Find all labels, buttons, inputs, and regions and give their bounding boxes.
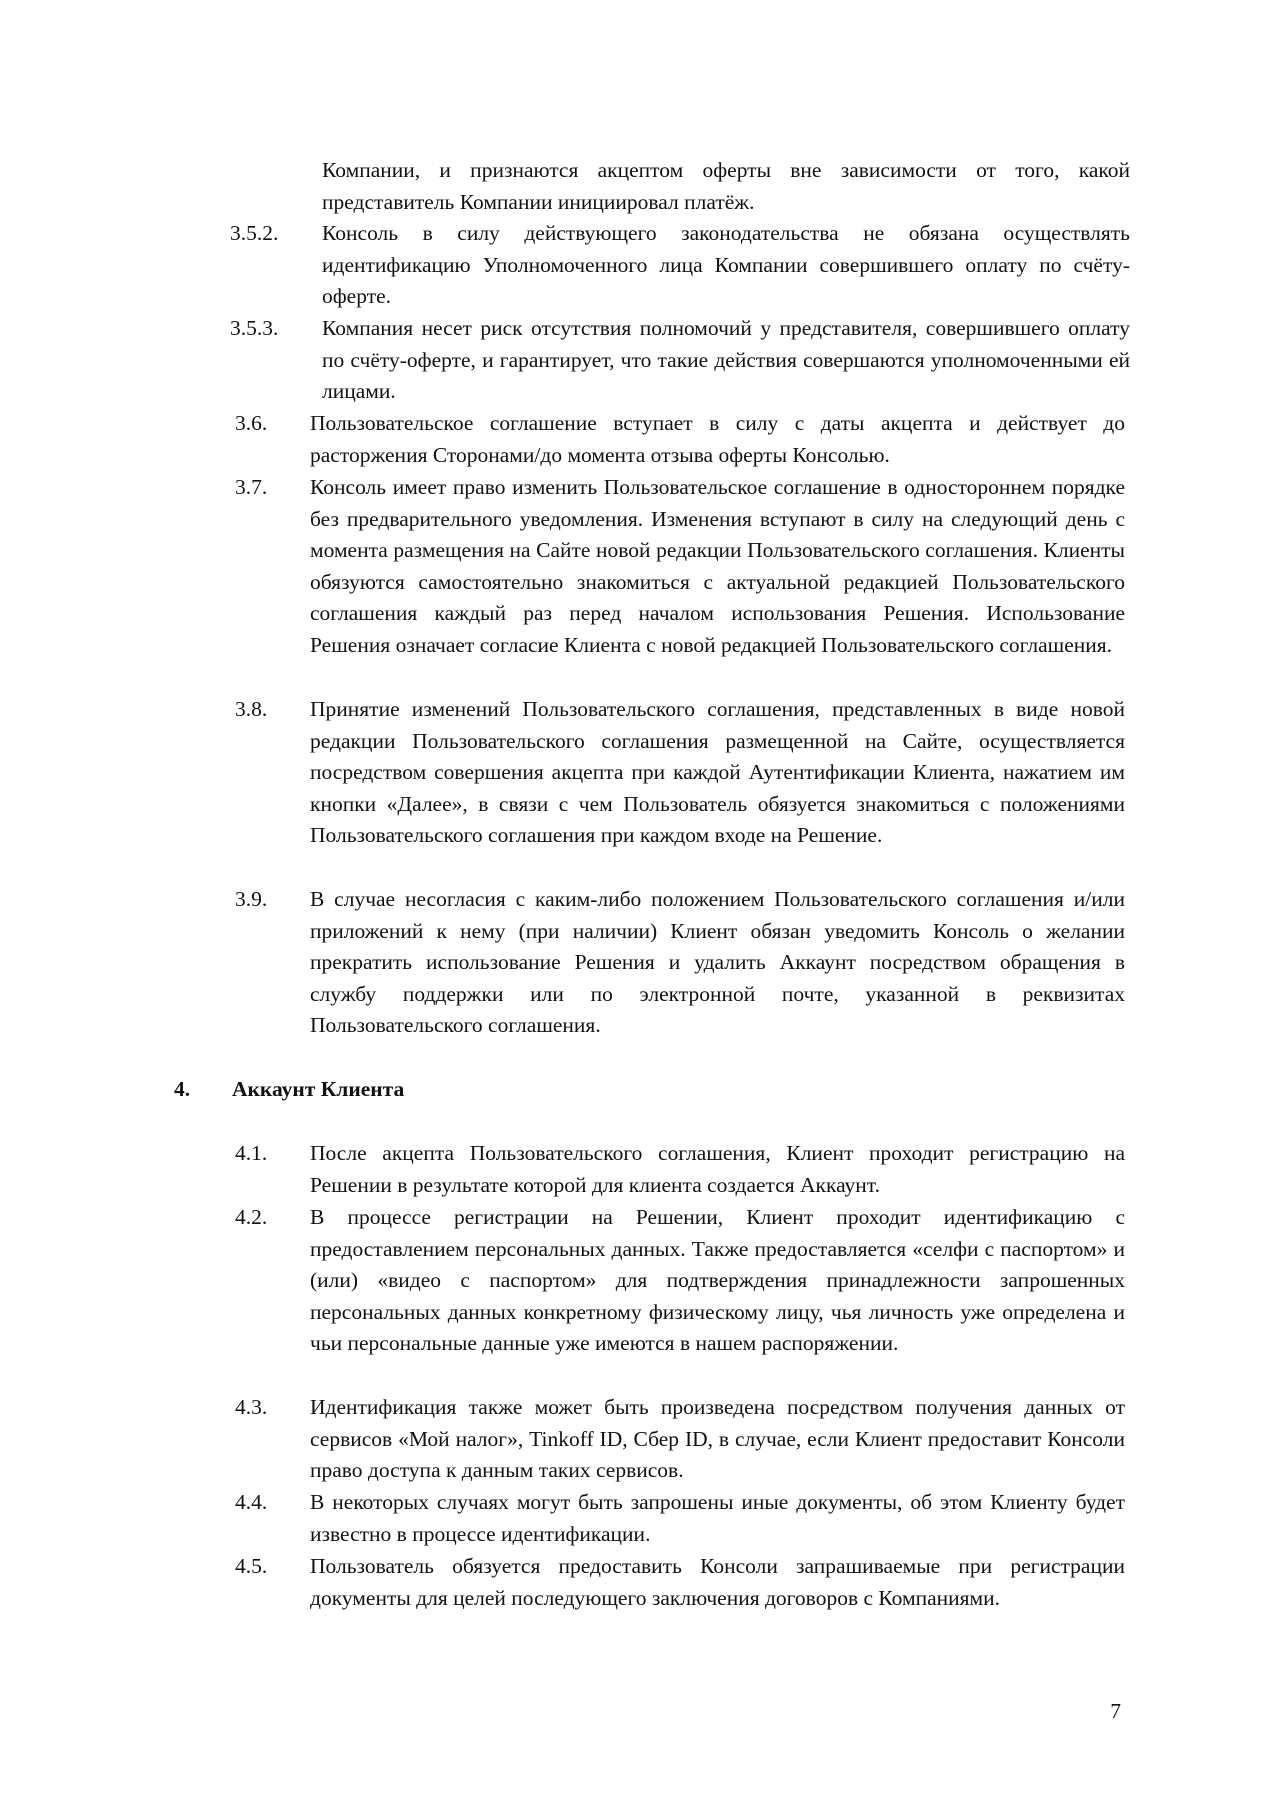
clause-number: 3.6. bbox=[235, 411, 268, 435]
page-number: 7 bbox=[1110, 1699, 1121, 1723]
clause-text: Пользователь обязуется предоставить Консоли запрашиваемые при регистрации документы для целей последующего заключения договоров с Компаниями. bbox=[310, 1554, 1125, 1610]
clause-number: 3.5.3. bbox=[230, 316, 279, 340]
clause-number: 4.1. bbox=[235, 1141, 268, 1165]
clause-text: В некоторых случаях могут быть запрошены иные документы, об этом Клиенту будет известно в процессе идентификации. bbox=[310, 1490, 1125, 1546]
clause-text: Консоль в силу действующего законодательства не обязана осуществлять идентификацию Уполномоченного лица Компании совершившего оплату по счёту-оферте. bbox=[322, 221, 1130, 308]
clause-number: 4.4. bbox=[235, 1490, 268, 1514]
clause-number: 3.9. bbox=[235, 887, 268, 911]
clause-number: 3.5.2. bbox=[230, 221, 279, 245]
clause-number: 3.7. bbox=[235, 475, 268, 499]
clause-text: Идентификация также может быть произведена посредством получения данных от сервисов «Мой налог», Tinkoff ID, Сбер ID, в случае, если Клиент предоставит Консоли право доступа к данным таких сервисов. bbox=[310, 1395, 1125, 1482]
clause-text: Консоль имеет право изменить Пользовательское соглашение в одностороннем порядке без предварительного уведомления. Изменения вступают в силу на следующий день с момента размещения на Сайте новой редакции Пользовательского соглашения. Клиенты обязуются самостоятельно знакомиться с актуальной редакцией Пользовательского соглашения каждый раз перед началом использования Решения. Использование Решения означает согласие Клиента с новой редакцией Пользовательского соглашения. bbox=[310, 475, 1125, 657]
section-4-number: 4. bbox=[174, 1077, 191, 1101]
clause-text: В процессе регистрации на Решении, Клиент проходит идентификацию с предоставлением персональных данных. Также предоставляется «селфи с паспортом» и (или) «видео с паспортом» для подтверждения принадлежности запрошенных персональных данных конкретному физическому лицу, чья личность уже определена и чьи персональные данные уже имеются в нашем распоряжении. bbox=[310, 1205, 1125, 1355]
section-4-title: Аккаунт Клиента bbox=[232, 1077, 405, 1101]
clause-text: Пользовательское соглашение вступает в силу с даты акцепта и действует до расторжения Сторонами/до момента отзыва оферты Консолью. bbox=[310, 411, 1125, 467]
clause-text: Компания несет риск отсутствия полномочий у представителя, совершившего оплату по счёту-оферте, и гарантирует, что такие действия совершаются уполномоченными ей лицами. bbox=[322, 316, 1130, 403]
clause-text: В случае несогласия с каким-либо положением Пользовательского соглашения и/или приложений к нему (при наличии) Клиент обязан уведомить Консоль о желании прекратить использование Решения и удалить Аккаунт посредством обращения в службу поддержки или по электронной почте, указанной в реквизитах Пользовательского соглашения. bbox=[310, 887, 1125, 1037]
continuation-paragraph: Компании, и признаются акцептом оферты вне зависимости от того, какой представитель Компании инициировал платёж. bbox=[322, 158, 1130, 214]
clause-text: Принятие изменений Пользовательского соглашения, представленных в виде новой редакции Пользовательского соглашения размещенной на Сайте, осуществляется посредством совершения акцепта при каждой Аутентификации Клиента, нажатием им кнопки «Далее», в связи с чем Пользователь обязуется знакомиться с положениями Пользовательского соглашения при каждом входе на Решение. bbox=[310, 697, 1125, 847]
clause-number: 4.2. bbox=[235, 1205, 268, 1229]
clause-text: После акцепта Пользовательского соглашения, Клиент проходит регистрацию на Решении в результате которой для клиента создается Аккаунт. bbox=[310, 1141, 1125, 1197]
clause-number: 4.3. bbox=[235, 1395, 268, 1419]
clause-number: 3.8. bbox=[235, 697, 268, 721]
clause-number: 4.5. bbox=[235, 1554, 268, 1578]
